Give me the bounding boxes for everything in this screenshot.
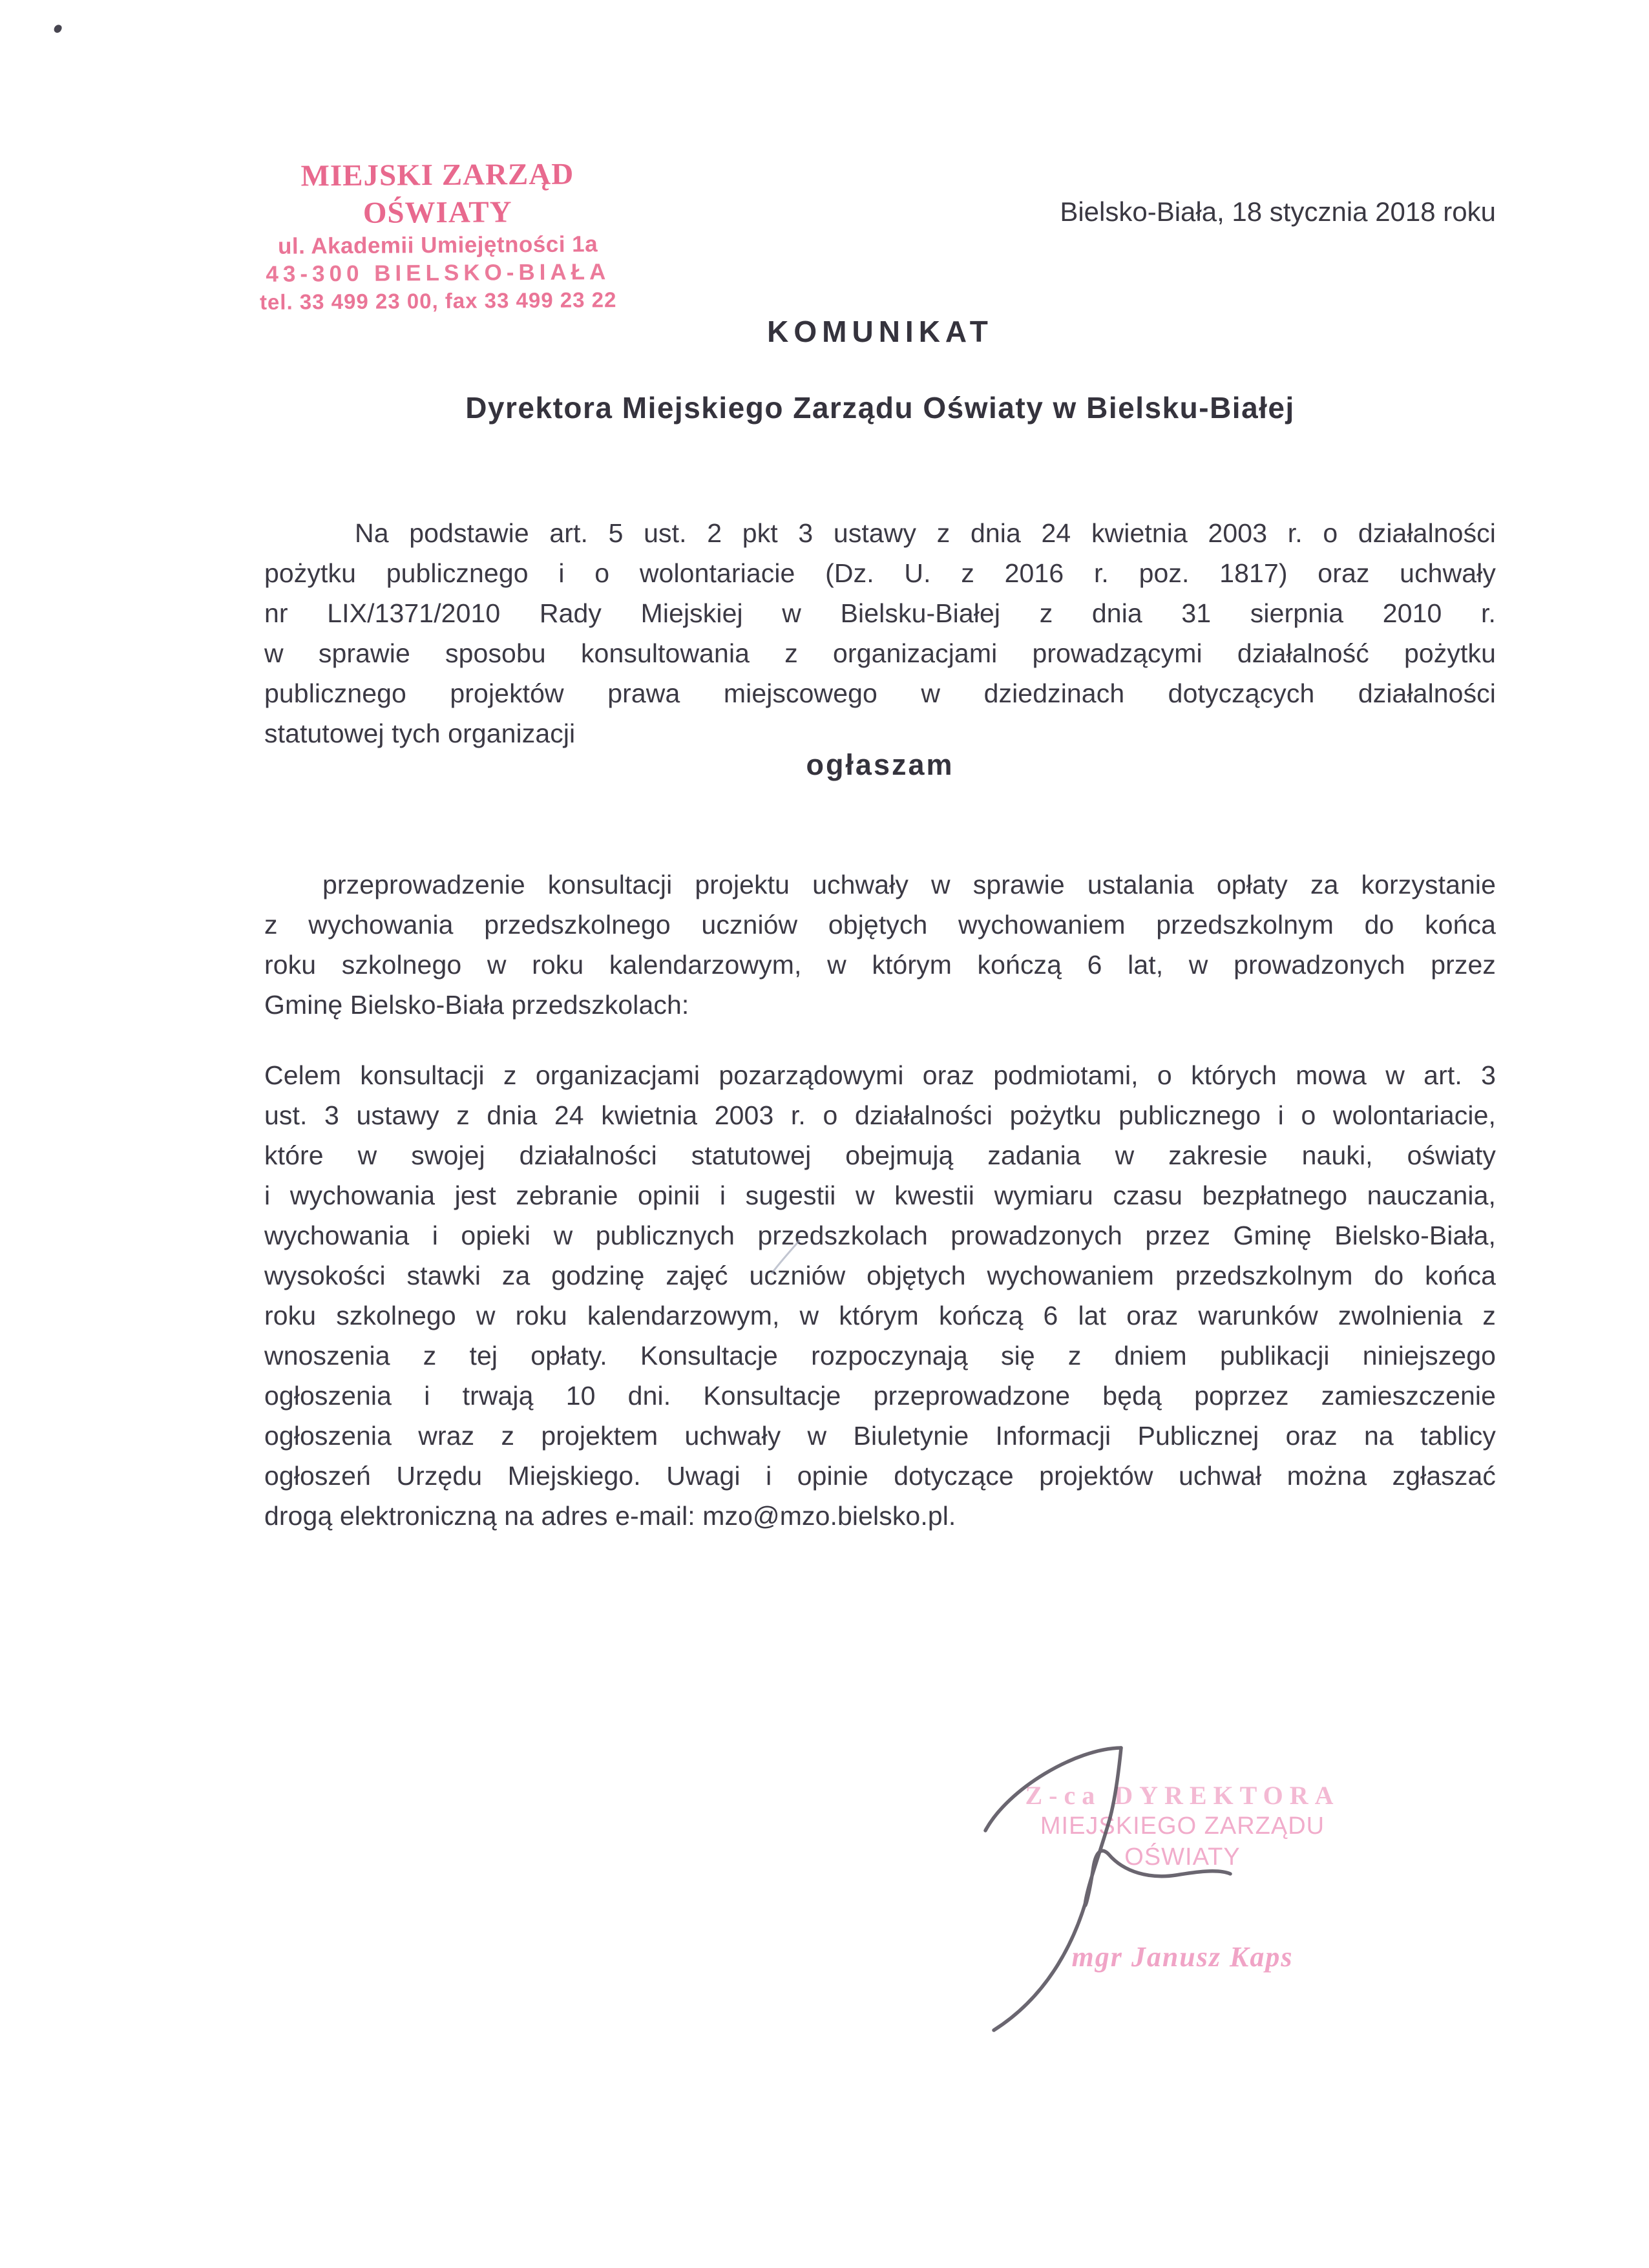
text-line: wnoszenia z tej opłaty. Konsultacje rozpoczynają się z dniem publikacji niniejszego [264,1341,1496,1370]
text-line: ogłoszenia i trwają 10 dni. Konsultacje przeprowadzone będą poprzez zamieszczenie [264,1381,1496,1411]
sender-stamp-street: ul. Akademii Umiejętności 1a [277,231,598,259]
paragraph-consultation-subject [264,865,1496,1025]
text-line: roku szkolnego w roku kalendarzowym, w którym kończą 6 lat, w prowadzonych przez [264,950,1496,980]
document-title: KOMUNIKAT [767,315,993,348]
text-line: statutowej tych organizacji [264,719,576,748]
text-line: pożytku publicznego i o wolontariacie (Dz. U. z 2016 r. poz. 1817) oraz uchwały [264,558,1496,588]
signature-stamp-title: Z-ca DYREKTORA [1025,1781,1340,1810]
paragraph-consultation-details [264,1055,1496,1536]
text-line: nr LIX/1371/2010 Rady Miejskiej w Bielsku-Białej z dnia 31 sierpnia 2010 r. [264,598,1496,628]
date-line: Bielsko-Biała, 18 stycznia 2018 roku [1060,196,1496,227]
text-line: przeprowadzenie konsultacji projektu uchwały w sprawie ustalania opłaty za korzystanie [322,870,1496,899]
sender-stamp [251,155,624,316]
signature-stamp-org: MIEJSKIEGO ZARZĄDU OŚWIATY [1040,1812,1325,1871]
text-line: w sprawie sposobu konsultowania z organizacjami prowadzącymi działalność pożytku [264,638,1496,668]
text-line: i wychowania jest zebranie opinii i sugestii w kwestii wymiaru czasu bezpłatnego nauczania, [264,1181,1496,1210]
text-line: Na podstawie art. 5 ust. 2 pkt 3 ustawy z dnia 24 kwietnia 2003 r. o działalności [355,518,1496,548]
paragraph-legal-basis [264,513,1496,753]
text-line: roku szkolnego w roku kalendarzowym, w którym kończą 6 lat oraz warunków zwolnienia z [264,1301,1496,1330]
text-line: ust. 3 ustawy z dnia 24 kwietnia 2003 r. o działalności pożytku publicznego i o wolontariacie, [264,1100,1496,1130]
document-subtitle: Dyrektora Miejskiego Zarządu Oświaty w Bielsku-Białej [465,391,1295,425]
text-line: drogą elektroniczną na adres e-mail: mzo@mzo.bielsko.pl. [264,1501,956,1531]
text-line: wychowania i opieki w publicznych przedszkolach prowadzonych przez Gminę Bielsko-Biała, [264,1221,1496,1250]
text-line: ogłoszenia wraz z projektem uchwały w Biuletynie Informacji Publicznej oraz na tablicy [264,1421,1496,1451]
text-line: ogłoszeń Urzędu Miejskiego. Uwagi i opinie dotyczące projektów uchwał można zgłaszać [264,1461,1496,1491]
sender-stamp-organization: MIEJSKI ZARZĄD OŚWIATY [300,157,574,230]
text-line: publicznego projektów prawa miejscowego w dziedzinach dotyczących działalności [264,678,1496,708]
signature-signer-name: mgr Janusz Kaps [1071,1941,1294,1973]
text-line: które w swojej działalności statutowej obejmują zadania w zakresie nauki, oświaty [264,1140,1496,1170]
text-line: Celem konsultacji z organizacjami pozarządowymi oraz podmiotami, o których mowa w art. 3 [264,1060,1496,1090]
scan-speck [53,23,63,34]
text-line: wysokości stawki za godzinę zajęć uczniów objętych wychowaniem przedszkolnym do końca [264,1261,1496,1290]
text-line: Gminę Bielsko-Biała przedszkolach: [264,990,689,1020]
announce-word: ogłaszam [806,748,954,781]
stray-pen-mark [766,1235,811,1281]
sender-stamp-phone-fax: tel. 33 499 23 00, fax 33 499 23 22 [259,288,617,314]
text-line: z wychowania przedszkolnego uczniów objętych wychowaniem przedszkolnym do końca [264,910,1496,940]
sender-stamp-postal-city: 43-300 BIELSKO-BIAŁA [266,259,611,287]
handwritten-signature [937,1712,1299,2074]
